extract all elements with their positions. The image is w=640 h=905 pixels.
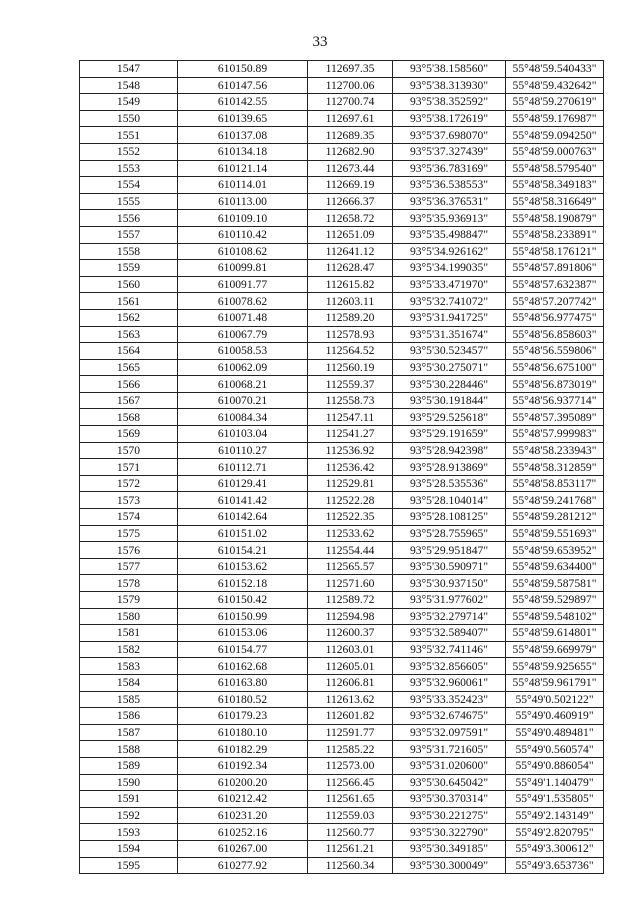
x-coordinate-cell: 610110.42 [178, 226, 308, 243]
point-number-cell: 1587 [80, 724, 178, 741]
y-coordinate-cell: 112641.12 [308, 243, 393, 260]
y-coordinate-cell: 112547.11 [308, 409, 393, 426]
table-row [80, 127, 604, 144]
point-number-cell: 1549 [80, 94, 178, 111]
latitude-cell: 55°48'59.587581" [506, 575, 604, 592]
y-coordinate-cell: 112682.90 [308, 143, 393, 160]
latitude-cell: 55°49'1.140479" [506, 774, 604, 791]
longitude-cell: 93°5'34.199035" [393, 260, 506, 277]
y-coordinate-cell: 112533.62 [308, 525, 393, 542]
latitude-cell: 55°48'59.270619" [506, 94, 604, 111]
x-coordinate-cell: 610163.80 [178, 674, 308, 691]
point-number-cell: 1566 [80, 376, 178, 393]
x-coordinate-cell: 610068.21 [178, 376, 308, 393]
table-row [80, 824, 604, 841]
longitude-cell: 93°5'29.951847" [393, 542, 506, 559]
point-number-cell: 1592 [80, 807, 178, 824]
latitude-cell: 55°49'2.143149" [506, 807, 604, 824]
longitude-cell: 93°5'28.942398" [393, 442, 506, 459]
latitude-cell: 55°48'57.632387" [506, 276, 604, 293]
table-row [80, 309, 604, 326]
longitude-cell: 93°5'31.721605" [393, 741, 506, 758]
table-row [80, 840, 604, 857]
table-row [80, 343, 604, 360]
point-number-cell: 1578 [80, 575, 178, 592]
latitude-cell: 55°48'59.281212" [506, 509, 604, 526]
point-number-cell: 1588 [80, 741, 178, 758]
y-coordinate-cell: 112564.52 [308, 343, 393, 360]
y-coordinate-cell: 112603.11 [308, 293, 393, 310]
y-coordinate-cell: 112565.57 [308, 558, 393, 575]
x-coordinate-cell: 610141.42 [178, 492, 308, 509]
x-coordinate-cell: 610142.64 [178, 509, 308, 526]
y-coordinate-cell: 112689.35 [308, 127, 393, 144]
y-coordinate-cell: 112589.20 [308, 309, 393, 326]
table-row [80, 774, 604, 791]
page-number: 33 [312, 34, 328, 50]
y-coordinate-cell: 112591.77 [308, 724, 393, 741]
x-coordinate-cell: 610151.02 [178, 525, 308, 542]
table-row [80, 475, 604, 492]
longitude-cell: 93°5'30.349185" [393, 840, 506, 857]
latitude-cell: 55°48'58.233943" [506, 442, 604, 459]
y-coordinate-cell: 112560.19 [308, 359, 393, 376]
longitude-cell: 93°5'29.525618" [393, 409, 506, 426]
longitude-cell: 93°5'32.856605" [393, 658, 506, 675]
latitude-cell: 55°48'58.312859" [506, 459, 604, 476]
latitude-cell: 55°48'59.551693" [506, 525, 604, 542]
point-number-cell: 1579 [80, 592, 178, 609]
table-row [80, 791, 604, 808]
table-row [80, 492, 604, 509]
x-coordinate-cell: 610150.99 [178, 608, 308, 625]
y-coordinate-cell: 112529.81 [308, 475, 393, 492]
latitude-cell: 55°49'0.502122" [506, 691, 604, 708]
x-coordinate-cell: 610231.20 [178, 807, 308, 824]
table-row [80, 326, 604, 343]
y-coordinate-cell: 112559.37 [308, 376, 393, 393]
longitude-cell: 93°5'28.755965" [393, 525, 506, 542]
y-coordinate-cell: 112669.19 [308, 177, 393, 194]
y-coordinate-cell: 112522.35 [308, 509, 393, 526]
point-number-cell: 1590 [80, 774, 178, 791]
table-row [80, 426, 604, 443]
table-row [80, 757, 604, 774]
point-number-cell: 1584 [80, 674, 178, 691]
point-number-cell: 1577 [80, 558, 178, 575]
longitude-cell: 93°5'36.783169" [393, 160, 506, 177]
x-coordinate-cell: 610200.20 [178, 774, 308, 791]
point-number-cell: 1586 [80, 708, 178, 725]
table-row [80, 674, 604, 691]
y-coordinate-cell: 112673.44 [308, 160, 393, 177]
longitude-cell: 93°5'36.538553" [393, 177, 506, 194]
table-row [80, 459, 604, 476]
latitude-cell: 55°48'56.873019" [506, 376, 604, 393]
latitude-cell: 55°48'59.094250" [506, 127, 604, 144]
point-number-cell: 1564 [80, 343, 178, 360]
table-row [80, 392, 604, 409]
longitude-cell: 93°5'33.471970" [393, 276, 506, 293]
latitude-cell: 55°49'0.560574" [506, 741, 604, 758]
point-number-cell: 1569 [80, 426, 178, 443]
latitude-cell: 55°49'1.535805" [506, 791, 604, 808]
longitude-cell: 93°5'38.352592" [393, 94, 506, 111]
x-coordinate-cell: 610212.42 [178, 791, 308, 808]
point-number-cell: 1572 [80, 475, 178, 492]
y-coordinate-cell: 112585.22 [308, 741, 393, 758]
y-coordinate-cell: 112606.81 [308, 674, 393, 691]
y-coordinate-cell: 112560.34 [308, 857, 393, 874]
y-coordinate-cell: 112605.01 [308, 658, 393, 675]
latitude-cell: 55°48'59.653952" [506, 542, 604, 559]
x-coordinate-cell: 610113.00 [178, 193, 308, 210]
table-row [80, 592, 604, 609]
latitude-cell: 55°48'58.579540" [506, 160, 604, 177]
x-coordinate-cell: 610078.62 [178, 293, 308, 310]
x-coordinate-cell: 610110.27 [178, 442, 308, 459]
table-row [80, 558, 604, 575]
point-number-cell: 1554 [80, 177, 178, 194]
x-coordinate-cell: 610180.10 [178, 724, 308, 741]
point-number-cell: 1565 [80, 359, 178, 376]
x-coordinate-cell: 610114.01 [178, 177, 308, 194]
x-coordinate-cell: 610108.62 [178, 243, 308, 260]
longitude-cell: 93°5'32.741072" [393, 293, 506, 310]
point-number-cell: 1594 [80, 840, 178, 857]
table-row [80, 210, 604, 227]
x-coordinate-cell: 610153.62 [178, 558, 308, 575]
point-number-cell: 1558 [80, 243, 178, 260]
point-number-cell: 1555 [80, 193, 178, 210]
x-coordinate-cell: 610153.06 [178, 625, 308, 642]
y-coordinate-cell: 112601.82 [308, 708, 393, 725]
point-number-cell: 1580 [80, 608, 178, 625]
point-number-cell: 1553 [80, 160, 178, 177]
longitude-cell: 93°5'31.977602" [393, 592, 506, 609]
longitude-cell: 93°5'30.322790" [393, 824, 506, 841]
longitude-cell: 93°5'37.698070" [393, 127, 506, 144]
point-number-cell: 1559 [80, 260, 178, 277]
x-coordinate-cell: 610154.21 [178, 542, 308, 559]
longitude-cell: 93°5'30.370314" [393, 791, 506, 808]
point-number-cell: 1591 [80, 791, 178, 808]
latitude-cell: 55°48'56.937714" [506, 392, 604, 409]
y-coordinate-cell: 112615.82 [308, 276, 393, 293]
y-coordinate-cell: 112522.28 [308, 492, 393, 509]
table-row [80, 376, 604, 393]
point-number-cell: 1583 [80, 658, 178, 675]
longitude-cell: 93°5'32.674675" [393, 708, 506, 725]
longitude-cell: 93°5'35.936913" [393, 210, 506, 227]
latitude-cell: 55°49'0.886054" [506, 757, 604, 774]
y-coordinate-cell: 112666.37 [308, 193, 393, 210]
x-coordinate-cell: 610070.21 [178, 392, 308, 409]
table-row [80, 409, 604, 426]
longitude-cell: 93°5'38.158560" [393, 61, 506, 78]
latitude-cell: 55°49'2.820795" [506, 824, 604, 841]
point-number-cell: 1561 [80, 293, 178, 310]
longitude-cell: 93°5'28.535536" [393, 475, 506, 492]
x-coordinate-cell: 610121.14 [178, 160, 308, 177]
longitude-cell: 93°5'31.941725" [393, 309, 506, 326]
point-number-cell: 1550 [80, 110, 178, 127]
longitude-cell: 93°5'28.104014" [393, 492, 506, 509]
table-row [80, 509, 604, 526]
table-row [80, 724, 604, 741]
latitude-cell: 55°48'59.925655" [506, 658, 604, 675]
table-row [80, 243, 604, 260]
latitude-cell: 55°48'56.858603" [506, 326, 604, 343]
table-row [80, 608, 604, 625]
latitude-cell: 55°48'58.233891" [506, 226, 604, 243]
x-coordinate-cell: 610142.55 [178, 94, 308, 111]
longitude-cell: 93°5'34.926162" [393, 243, 506, 260]
latitude-cell: 55°48'59.634400" [506, 558, 604, 575]
table-row [80, 658, 604, 675]
y-coordinate-cell: 112613.62 [308, 691, 393, 708]
y-coordinate-cell: 112603.01 [308, 641, 393, 658]
latitude-cell: 55°49'0.489481" [506, 724, 604, 741]
latitude-cell: 55°48'59.000763" [506, 143, 604, 160]
longitude-cell: 93°5'32.279714" [393, 608, 506, 625]
x-coordinate-cell: 610150.42 [178, 592, 308, 609]
latitude-cell: 55°48'59.548102" [506, 608, 604, 625]
x-coordinate-cell: 610109.10 [178, 210, 308, 227]
table-row [80, 525, 604, 542]
y-coordinate-cell: 112600.37 [308, 625, 393, 642]
x-coordinate-cell: 610182.29 [178, 741, 308, 758]
latitude-cell: 55°48'59.241768" [506, 492, 604, 509]
latitude-cell: 55°48'59.432642" [506, 77, 604, 94]
latitude-cell: 55°48'56.559806" [506, 343, 604, 360]
y-coordinate-cell: 112697.35 [308, 61, 393, 78]
y-coordinate-cell: 112559.03 [308, 807, 393, 824]
x-coordinate-cell: 610252.16 [178, 824, 308, 841]
latitude-cell: 55°48'56.675100" [506, 359, 604, 376]
longitude-cell: 93°5'28.108125" [393, 509, 506, 526]
point-number-cell: 1557 [80, 226, 178, 243]
y-coordinate-cell: 112561.21 [308, 840, 393, 857]
latitude-cell: 55°48'58.316649" [506, 193, 604, 210]
y-coordinate-cell: 112554.44 [308, 542, 393, 559]
point-number-cell: 1575 [80, 525, 178, 542]
point-number-cell: 1571 [80, 459, 178, 476]
point-number-cell: 1547 [80, 61, 178, 78]
point-number-cell: 1576 [80, 542, 178, 559]
x-coordinate-cell: 610137.08 [178, 127, 308, 144]
y-coordinate-cell: 112536.92 [308, 442, 393, 459]
longitude-cell: 93°5'30.191844" [393, 392, 506, 409]
longitude-cell: 93°5'32.097591" [393, 724, 506, 741]
y-coordinate-cell: 112573.00 [308, 757, 393, 774]
latitude-cell: 55°48'58.853117" [506, 475, 604, 492]
y-coordinate-cell: 112628.47 [308, 260, 393, 277]
table-row [80, 741, 604, 758]
table-row [80, 575, 604, 592]
table-row [80, 226, 604, 243]
longitude-cell: 93°5'38.313930" [393, 77, 506, 94]
table-row [80, 442, 604, 459]
table-row [80, 110, 604, 127]
point-number-cell: 1556 [80, 210, 178, 227]
point-number-cell: 1581 [80, 625, 178, 642]
table-row [80, 857, 604, 874]
y-coordinate-cell: 112560.77 [308, 824, 393, 841]
table-row [80, 708, 604, 725]
point-number-cell: 1548 [80, 77, 178, 94]
y-coordinate-cell: 112697.61 [308, 110, 393, 127]
point-number-cell: 1567 [80, 392, 178, 409]
longitude-cell: 93°5'32.741146" [393, 641, 506, 658]
x-coordinate-cell: 610058.53 [178, 343, 308, 360]
coordinates-table-body [80, 61, 604, 874]
x-coordinate-cell: 610192.34 [178, 757, 308, 774]
point-number-cell: 1552 [80, 143, 178, 160]
table-row [80, 143, 604, 160]
longitude-cell: 93°5'30.228446" [393, 376, 506, 393]
x-coordinate-cell: 610152.18 [178, 575, 308, 592]
y-coordinate-cell: 112536.42 [308, 459, 393, 476]
longitude-cell: 93°5'30.300049" [393, 857, 506, 874]
x-coordinate-cell: 610267.00 [178, 840, 308, 857]
point-number-cell: 1551 [80, 127, 178, 144]
point-number-cell: 1570 [80, 442, 178, 459]
x-coordinate-cell: 610099.81 [178, 260, 308, 277]
y-coordinate-cell: 112594.98 [308, 608, 393, 625]
x-coordinate-cell: 610091.77 [178, 276, 308, 293]
x-coordinate-cell: 610139.65 [178, 110, 308, 127]
longitude-cell: 93°5'30.221275" [393, 807, 506, 824]
table-row [80, 193, 604, 210]
latitude-cell: 55°48'57.999983" [506, 426, 604, 443]
x-coordinate-cell: 610150.89 [178, 61, 308, 78]
point-number-cell: 1562 [80, 309, 178, 326]
longitude-cell: 93°5'30.275071" [393, 359, 506, 376]
latitude-cell: 55°48'57.891806" [506, 260, 604, 277]
latitude-cell: 55°48'59.540433" [506, 61, 604, 78]
longitude-cell: 93°5'29.191659" [393, 426, 506, 443]
longitude-cell: 93°5'35.498847" [393, 226, 506, 243]
point-number-cell: 1560 [80, 276, 178, 293]
point-number-cell: 1585 [80, 691, 178, 708]
x-coordinate-cell: 610071.48 [178, 309, 308, 326]
longitude-cell: 93°5'30.937150" [393, 575, 506, 592]
x-coordinate-cell: 610154.77 [178, 641, 308, 658]
x-coordinate-cell: 610180.52 [178, 691, 308, 708]
latitude-cell: 55°48'58.349183" [506, 177, 604, 194]
y-coordinate-cell: 112658.72 [308, 210, 393, 227]
x-coordinate-cell: 610067.79 [178, 326, 308, 343]
y-coordinate-cell: 112651.09 [308, 226, 393, 243]
longitude-cell: 93°5'36.376531" [393, 193, 506, 210]
latitude-cell: 55°49'3.653736" [506, 857, 604, 874]
table-row [80, 77, 604, 94]
point-number-cell: 1582 [80, 641, 178, 658]
x-coordinate-cell: 610103.04 [178, 426, 308, 443]
y-coordinate-cell: 112558.73 [308, 392, 393, 409]
longitude-cell: 93°5'32.960061" [393, 674, 506, 691]
latitude-cell: 55°48'58.176121" [506, 243, 604, 260]
x-coordinate-cell: 610162.68 [178, 658, 308, 675]
latitude-cell: 55°48'59.961791" [506, 674, 604, 691]
point-number-cell: 1573 [80, 492, 178, 509]
table-row [80, 641, 604, 658]
longitude-cell: 93°5'31.351674" [393, 326, 506, 343]
x-coordinate-cell: 610129.41 [178, 475, 308, 492]
longitude-cell: 93°5'30.523457" [393, 343, 506, 360]
table-row [80, 94, 604, 111]
table-row [80, 691, 604, 708]
longitude-cell: 93°5'38.172619" [393, 110, 506, 127]
x-coordinate-cell: 610134.18 [178, 143, 308, 160]
point-number-cell: 1563 [80, 326, 178, 343]
point-number-cell: 1595 [80, 857, 178, 874]
latitude-cell: 55°48'59.614801" [506, 625, 604, 642]
table-row [80, 807, 604, 824]
x-coordinate-cell: 610147.56 [178, 77, 308, 94]
x-coordinate-cell: 610062.09 [178, 359, 308, 376]
longitude-cell: 93°5'30.590971" [393, 558, 506, 575]
table-row [80, 160, 604, 177]
latitude-cell: 55°49'0.460919" [506, 708, 604, 725]
longitude-cell: 93°5'31.020600" [393, 757, 506, 774]
point-number-cell: 1593 [80, 824, 178, 841]
latitude-cell: 55°48'58.190879" [506, 210, 604, 227]
y-coordinate-cell: 112541.27 [308, 426, 393, 443]
longitude-cell: 93°5'30.645042" [393, 774, 506, 791]
x-coordinate-cell: 610179.23 [178, 708, 308, 725]
x-coordinate-cell: 610277.92 [178, 857, 308, 874]
x-coordinate-cell: 610112.71 [178, 459, 308, 476]
latitude-cell: 55°48'57.207742" [506, 293, 604, 310]
point-number-cell: 1589 [80, 757, 178, 774]
y-coordinate-cell: 112561.65 [308, 791, 393, 808]
longitude-cell: 93°5'28.913869" [393, 459, 506, 476]
table-row [80, 260, 604, 277]
point-number-cell: 1574 [80, 509, 178, 526]
longitude-cell: 93°5'33.352423" [393, 691, 506, 708]
y-coordinate-cell: 112566.45 [308, 774, 393, 791]
table-row [80, 293, 604, 310]
y-coordinate-cell: 112571.60 [308, 575, 393, 592]
table-row [80, 61, 604, 78]
table-row [80, 542, 604, 559]
y-coordinate-cell: 112578.93 [308, 326, 393, 343]
latitude-cell: 55°48'59.529897" [506, 592, 604, 609]
table-row [80, 625, 604, 642]
longitude-cell: 93°5'37.327439" [393, 143, 506, 160]
y-coordinate-cell: 112700.06 [308, 77, 393, 94]
latitude-cell: 55°48'59.176987" [506, 110, 604, 127]
latitude-cell: 55°48'57.395089" [506, 409, 604, 426]
x-coordinate-cell: 610084.34 [178, 409, 308, 426]
table-row [80, 177, 604, 194]
table-row [80, 359, 604, 376]
table-row [80, 276, 604, 293]
latitude-cell: 55°49'3.300612" [506, 840, 604, 857]
y-coordinate-cell: 112589.72 [308, 592, 393, 609]
longitude-cell: 93°5'32.589407" [393, 625, 506, 642]
point-number-cell: 1568 [80, 409, 178, 426]
latitude-cell: 55°48'59.669979" [506, 641, 604, 658]
coordinates-table [79, 60, 604, 874]
y-coordinate-cell: 112700.74 [308, 94, 393, 111]
latitude-cell: 55°48'56.977475" [506, 309, 604, 326]
